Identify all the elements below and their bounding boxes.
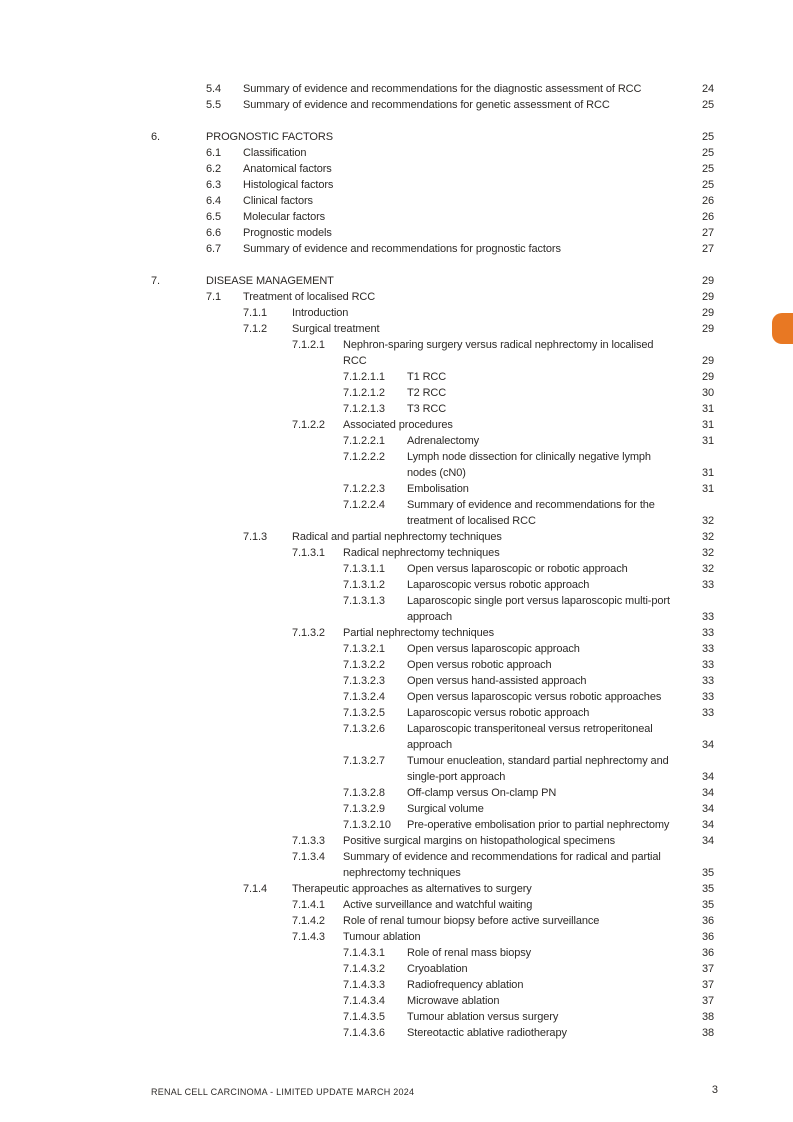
toc-entry-number: 7. <box>151 275 160 287</box>
toc-entry[interactable] <box>0 497 793 529</box>
toc-entry-title: Laparoscopic single port versus laparoscopic multi-port approach <box>407 595 670 623</box>
toc-entry-title: Laparoscopic versus robotic approach <box>407 707 590 719</box>
toc-entry-number: 7.1.2.2 <box>292 419 325 431</box>
toc-entry-page: 29 <box>701 291 714 303</box>
toc-entry[interactable] <box>0 145 793 161</box>
toc-entry-page: 38 <box>701 1011 714 1023</box>
toc-entry-title: Radical nephrectomy techniques <box>343 547 500 559</box>
toc-entry-title: Surgical treatment <box>292 323 380 335</box>
toc-entry-number: 7.1 <box>206 291 221 303</box>
toc-entry[interactable] <box>0 337 793 369</box>
toc-entry-number: 7.1.2.2.4 <box>343 499 385 511</box>
toc-entry-number: 7.1.4.1 <box>292 899 325 911</box>
toc-entry-title: Open versus laparoscopic approach <box>407 643 580 655</box>
toc-entry[interactable] <box>0 241 793 257</box>
toc-entry-page: 33 <box>701 659 714 671</box>
toc-entry-number: 7.1.3.2.10 <box>343 819 391 831</box>
toc-entry-number: 7.1.3.2 <box>292 627 325 639</box>
toc-entry-page: 25 <box>701 163 714 175</box>
toc-entry-page: 34 <box>701 787 714 799</box>
toc-entry-title: Summary of evidence and recommendations for genetic assessment of RCC <box>243 99 610 111</box>
toc-entry-title: Summary of evidence and recommendations for the treatment of localised RCC <box>407 499 655 527</box>
toc-entry-number: 7.1.4.3.4 <box>343 995 385 1007</box>
toc-entry[interactable] <box>0 1009 793 1025</box>
toc-entry[interactable] <box>0 689 793 705</box>
toc-entry-page: 35 <box>701 883 714 895</box>
toc-entry-title: Treatment of localised RCC <box>243 291 376 303</box>
table-of-contents <box>0 81 793 1041</box>
toc-entry-page: 32 <box>701 531 714 543</box>
toc-entry[interactable] <box>0 1025 793 1041</box>
toc-entry-title: PROGNOSTIC FACTORS <box>206 131 333 143</box>
toc-entry[interactable] <box>0 81 793 97</box>
toc-entry-page: 37 <box>701 979 714 991</box>
toc-entry-title: Summary of evidence and recommendations for prognostic factors <box>243 243 561 255</box>
toc-entry-title: Partial nephrectomy techniques <box>343 627 495 639</box>
toc-entry[interactable] <box>0 881 793 897</box>
toc-entry-title: T2 RCC <box>407 387 447 399</box>
toc-entry-page: 25 <box>701 179 714 191</box>
toc-entry-number: 7.1.2.1.1 <box>343 371 385 383</box>
toc-entry-number: 7.1.2.2.2 <box>343 451 385 463</box>
toc-entry-page: 32 <box>701 563 714 575</box>
toc-entry-page: 38 <box>701 1027 714 1039</box>
toc-entry[interactable] <box>0 817 793 833</box>
toc-entry-number: 7.1.4.3.3 <box>343 979 385 991</box>
toc-entry[interactable] <box>0 657 793 673</box>
chapter-tab-marker <box>772 313 793 344</box>
toc-entry-number: 7.1.4.3.5 <box>343 1011 385 1023</box>
toc-entry-title: Microwave ablation <box>407 995 500 1007</box>
toc-entry[interactable] <box>0 785 793 801</box>
toc-entry-number: 7.1.4.3.6 <box>343 1027 385 1039</box>
toc-entry-page: 24 <box>701 83 714 95</box>
toc-entry-title: Molecular factors <box>243 211 326 223</box>
toc-entry-page: 32 <box>701 547 714 559</box>
toc-entry[interactable] <box>0 561 793 577</box>
toc-entry-number: 7.1.3.2.4 <box>343 691 385 703</box>
toc-entry-page: 31 <box>701 483 714 495</box>
toc-entry-page: 35 <box>701 899 714 911</box>
toc-entry-title: Surgical volume <box>407 803 484 815</box>
toc-entry[interactable] <box>0 289 793 305</box>
toc-entry-title: Summary of evidence and recommendations for radical and partial nephrectomy techniques <box>343 851 661 879</box>
toc-entry-page: 33 <box>701 675 714 687</box>
toc-entry-page: 27 <box>701 243 714 255</box>
toc-entry-number: 7.1.2.1.3 <box>343 403 385 415</box>
toc-entry-title: Positive surgical margins on histopathological specimens <box>343 835 615 847</box>
toc-entry-number: 7.1.3.2.7 <box>343 755 385 767</box>
toc-entry-title: Embolisation <box>407 483 469 495</box>
footer-running-title: RENAL CELL CARCINOMA - LIMITED UPDATE MARCH 2024 <box>151 1087 415 1097</box>
toc-entry[interactable] <box>0 753 793 785</box>
toc-entry-title: Laparoscopic transperitoneal versus retroperitoneal approach <box>407 723 653 751</box>
toc-entry[interactable] <box>0 129 793 145</box>
toc-entry-page: 34 <box>701 803 714 815</box>
toc-entry-page: 33 <box>701 707 714 719</box>
toc-entry-page: 31 <box>701 419 714 431</box>
toc-entry-page: 34 <box>701 835 714 847</box>
toc-entry-number: 7.1.3.2.6 <box>343 723 385 735</box>
toc-entry-number: 7.1.3.2.5 <box>343 707 385 719</box>
toc-entry[interactable] <box>0 273 793 289</box>
toc-entry-number: 7.1.3.1.3 <box>343 595 385 607</box>
toc-entry[interactable] <box>0 721 793 753</box>
toc-entry-title: Introduction <box>292 307 349 319</box>
toc-entry-number: 7.1.2.1.2 <box>343 387 385 399</box>
toc-entry-page: 27 <box>701 227 714 239</box>
toc-entry-page: 31 <box>701 403 714 415</box>
toc-entry[interactable] <box>0 993 793 1009</box>
toc-entry[interactable] <box>0 977 793 993</box>
toc-entry-number: 7.1.4.3.2 <box>343 963 385 975</box>
toc-entry[interactable] <box>0 305 793 321</box>
toc-entry-page: 34 <box>701 771 714 783</box>
toc-entry-title: Anatomical factors <box>243 163 332 175</box>
toc-entry-page: 34 <box>701 819 714 831</box>
toc-entry-page: 36 <box>701 931 714 943</box>
toc-entry-title: Stereotactic ablative radiotherapy <box>407 1027 567 1039</box>
toc-entry[interactable] <box>0 449 793 481</box>
toc-entry[interactable] <box>0 897 793 913</box>
toc-entry[interactable] <box>0 369 793 385</box>
toc-entry-number: 7.1.3.2.3 <box>343 675 385 687</box>
toc-entry-page: 36 <box>701 947 714 959</box>
toc-entry-title: Role of renal tumour biopsy before active surveillance <box>343 915 600 927</box>
toc-entry-number: 6.6 <box>206 227 221 239</box>
toc-entry[interactable] <box>0 577 793 593</box>
toc-entry[interactable] <box>0 593 793 625</box>
toc-entry-page: 31 <box>701 435 714 447</box>
toc-entry-number: 7.1.3.3 <box>292 835 325 847</box>
toc-entry[interactable] <box>0 801 793 817</box>
toc-entry-number: 7.1.3.4 <box>292 851 325 863</box>
toc-entry[interactable] <box>0 209 793 225</box>
toc-entry-number: 7.1.4 <box>243 883 267 895</box>
toc-entry-title: Clinical factors <box>243 195 313 207</box>
toc-entry[interactable] <box>0 193 793 209</box>
toc-entry[interactable] <box>0 545 793 561</box>
toc-entry-number: 7.1.4.3.1 <box>343 947 385 959</box>
toc-entry-title: Role of renal mass biopsy <box>407 947 532 959</box>
toc-entry[interactable] <box>0 321 793 337</box>
toc-entry-title: Histological factors <box>243 179 334 191</box>
toc-entry-title: Pre-operative embolisation prior to partial nephrectomy <box>407 819 670 831</box>
footer-page-number: 3 <box>711 1084 718 1096</box>
toc-entry-number: 7.1.1 <box>243 307 267 319</box>
toc-entry-page: 29 <box>701 275 714 287</box>
toc-entry-number: 7.1.4.2 <box>292 915 325 927</box>
toc-entry[interactable] <box>0 161 793 177</box>
toc-entry-title: Prognostic models <box>243 227 332 239</box>
toc-entry-page: 25 <box>701 147 714 159</box>
toc-entry-number: 5.5 <box>206 99 221 111</box>
toc-entry-title: Radical and partial nephrectomy techniques <box>292 531 502 543</box>
toc-entry-page: 35 <box>701 867 714 879</box>
toc-entry-page: 37 <box>701 963 714 975</box>
toc-entry-number: 6.7 <box>206 243 221 255</box>
toc-entry-page: 29 <box>701 307 714 319</box>
toc-entry[interactable] <box>0 625 793 641</box>
toc-entry-title: Off-clamp versus On-clamp PN <box>407 787 557 799</box>
toc-entry-title: Open versus laparoscopic or robotic approach <box>407 563 628 575</box>
toc-entry-page: 32 <box>701 515 714 527</box>
toc-entry-number: 7.1.2.2.1 <box>343 435 385 447</box>
toc-entry[interactable] <box>0 929 793 945</box>
toc-entry[interactable] <box>0 849 793 881</box>
toc-entry[interactable] <box>0 913 793 929</box>
toc-entry[interactable] <box>0 401 793 417</box>
toc-entry-number: 7.1.2.2.3 <box>343 483 385 495</box>
toc-entry[interactable] <box>0 97 793 113</box>
toc-entry-title: Laparoscopic versus robotic approach <box>407 579 590 591</box>
toc-entry-number: 7.1.3 <box>243 531 267 543</box>
toc-entry-page: 25 <box>701 131 714 143</box>
toc-entry-title: Radiofrequency ablation <box>407 979 524 991</box>
toc-entry[interactable] <box>0 177 793 193</box>
toc-entry-number: 6.3 <box>206 179 221 191</box>
toc-entry-page: 26 <box>701 211 714 223</box>
toc-entry-page: 29 <box>701 323 714 335</box>
toc-entry-page: 37 <box>701 995 714 1007</box>
toc-entry[interactable] <box>0 433 793 449</box>
toc-entry[interactable] <box>0 833 793 849</box>
toc-entry-title: Summary of evidence and recommendations for the diagnostic assessment of RCC <box>243 83 642 95</box>
toc-entry[interactable] <box>0 481 793 497</box>
toc-entry-page: 33 <box>701 643 714 655</box>
toc-entry-title: Tumour enucleation, standard partial nephrectomy and single-port approach <box>407 755 669 783</box>
toc-entry[interactable] <box>0 705 793 721</box>
toc-entry-title: Open versus hand-assisted approach <box>407 675 587 687</box>
toc-entry-page: 30 <box>701 387 714 399</box>
toc-entry-number: 7.1.3.1.1 <box>343 563 385 575</box>
toc-entry-title: Cryoablation <box>407 963 468 975</box>
toc-entry-title: Classification <box>243 147 307 159</box>
toc-entry-page: 29 <box>701 355 714 367</box>
toc-entry[interactable] <box>0 529 793 545</box>
toc-entry-number: 6.1 <box>206 147 221 159</box>
toc-entry-number: 6.5 <box>206 211 221 223</box>
toc-entry-title: Adrenalectomy <box>407 435 480 447</box>
toc-entry-title: Associated procedures <box>343 419 453 431</box>
toc-entry-number: 7.1.4.3 <box>292 931 325 943</box>
toc-entry-page: 31 <box>701 467 714 479</box>
toc-entry-title: Open versus laparoscopic versus robotic approaches <box>407 691 662 703</box>
toc-entry-number: 6. <box>151 131 160 143</box>
toc-entry-title: Active surveillance and watchful waiting <box>343 899 533 911</box>
toc-entry[interactable] <box>0 385 793 401</box>
toc-entry-number: 7.1.3.2.2 <box>343 659 385 671</box>
toc-entry-page: 34 <box>701 739 714 751</box>
toc-entry[interactable] <box>0 641 793 657</box>
toc-entry-number: 7.1.3.1 <box>292 547 325 559</box>
toc-entry-page: 33 <box>701 611 714 623</box>
toc-entry-title: Therapeutic approaches as alternatives to surgery <box>292 883 532 895</box>
toc-entry-title: Open versus robotic approach <box>407 659 552 671</box>
toc-entry-number: 6.4 <box>206 195 221 207</box>
toc-entry-number: 7.1.3.2.8 <box>343 787 385 799</box>
toc-entry-title: Tumour ablation versus surgery <box>407 1011 559 1023</box>
toc-entry-page: 33 <box>701 579 714 591</box>
toc-entry-number: 7.1.3.2.1 <box>343 643 385 655</box>
toc-entry-number: 5.4 <box>206 83 221 95</box>
toc-entry-page: 26 <box>701 195 714 207</box>
toc-entry-title: Tumour ablation <box>343 931 421 943</box>
toc-entry[interactable] <box>0 673 793 689</box>
toc-entry[interactable] <box>0 945 793 961</box>
toc-entry-title: DISEASE MANAGEMENT <box>206 275 334 287</box>
toc-entry-number: 7.1.2.1 <box>292 339 325 351</box>
toc-entry-title: T3 RCC <box>407 403 447 415</box>
toc-entry-number: 7.1.3.2.9 <box>343 803 385 815</box>
toc-entry-page: 29 <box>701 371 714 383</box>
toc-entry-page: 25 <box>701 99 714 111</box>
toc-entry[interactable] <box>0 961 793 977</box>
toc-entry-page: 33 <box>701 627 714 639</box>
toc-entry-page: 33 <box>701 691 714 703</box>
toc-entry-title: Lymph node dissection for clinically negative lymph nodes (cN0) <box>407 451 651 479</box>
toc-entry-number: 7.1.2 <box>243 323 267 335</box>
toc-entry-title: T1 RCC <box>407 371 447 383</box>
toc-entry-page: 36 <box>701 915 714 927</box>
toc-entry-title: Nephron-sparing surgery versus radical nephrectomy in localised RCC <box>343 339 654 367</box>
toc-entry-number: 6.2 <box>206 163 221 175</box>
toc-entry[interactable] <box>0 417 793 433</box>
toc-entry-number: 7.1.3.1.2 <box>343 579 385 591</box>
toc-entry[interactable] <box>0 225 793 241</box>
